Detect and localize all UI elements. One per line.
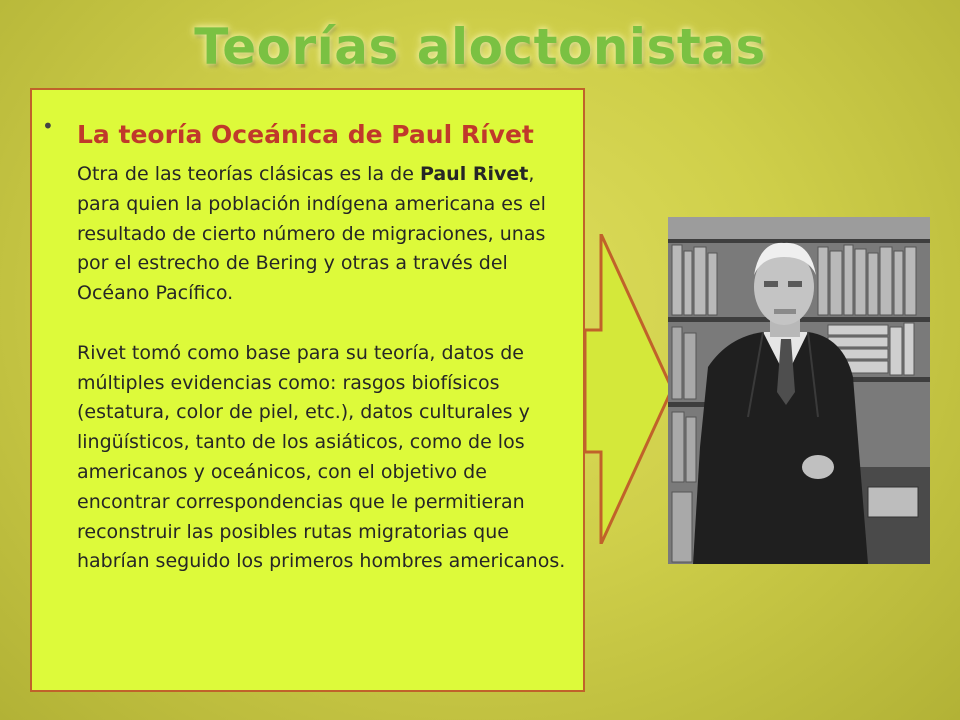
arrow-fill (585, 234, 672, 544)
body-text (77, 160, 582, 577)
paragraph-1-bold-name: Paul Rivet (419, 163, 529, 185)
arrow-shape (584, 234, 674, 544)
portrait-illustration (668, 217, 930, 564)
paragraph-1-start: Otra de las teorías clásicas es la de (77, 163, 420, 185)
slide-title: Teorías aloctonistas (194, 18, 766, 76)
portrait-photo (668, 217, 930, 564)
bullet-icon: • (42, 114, 54, 138)
paragraph-1 (77, 160, 582, 309)
paragraph-spacer (77, 309, 582, 339)
text-box (30, 88, 585, 692)
paragraph-2: Rivet tomó como base para su teoría, datos de múltiples evidencias como: rasgos biofísicos (estatura, color de piel, etc.), datos culturales y lingüísticos, tanto de los asiáticos, como de los americanos y oceánicos, con el objetivo de encontrar correspondencias que le permitieran reconstruir las posibles rutas migratorias que habrían seguido los primeros hombres americanos. (77, 341, 566, 573)
section-heading: La teoría Oceánica de Paul Rívet (77, 120, 534, 149)
paragraph-1-end: , para quien la población indígena americana es el resultado de cierto número de migraciones, unas por el estrecho de Bering y otras a través del Océano Pacífico. (77, 163, 546, 305)
